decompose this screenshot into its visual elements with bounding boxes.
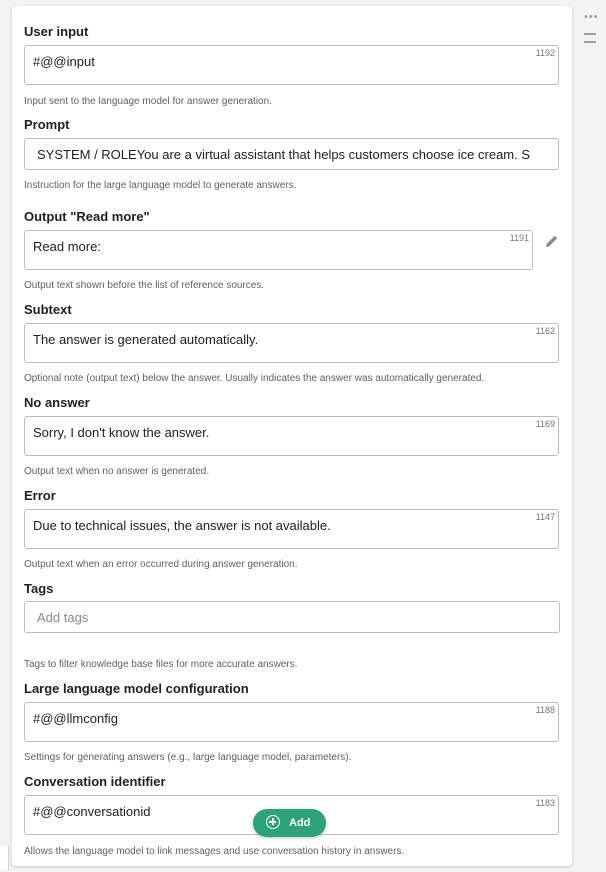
- error-char-count: 1147: [535, 512, 555, 522]
- read-more-value: Read more:: [33, 239, 101, 254]
- add-button-label: Add: [289, 817, 311, 829]
- read-more-textarea[interactable]: [24, 230, 533, 270]
- read-more-char-count: 1191: [509, 233, 529, 243]
- user-input-textarea[interactable]: [24, 45, 559, 85]
- add-button[interactable]: [253, 809, 326, 837]
- error-hint: Output text when an error occurred during answer generation.: [24, 559, 298, 570]
- subtext-value: The answer is generated automatically.: [33, 332, 259, 347]
- user-input-value: #@@input: [33, 54, 95, 69]
- subtext-char-count: 1162: [535, 326, 555, 336]
- add-circle-icon: [266, 815, 280, 829]
- left-panel-edge: [0, 846, 9, 870]
- llm-config-hint: Settings for generating answers (e.g., large language model, parameters).: [24, 752, 352, 763]
- more-horizontal-icon[interactable]: •••: [584, 11, 599, 23]
- drag-handle-icon[interactable]: [584, 33, 596, 43]
- no-answer-hint: Output text when no answer is generated.: [24, 466, 210, 477]
- read-more-hint: Output text shown before the list of reference sources.: [24, 280, 265, 291]
- conversation-id-hint: Allows the language model to link messages and use conversation history in answers.: [24, 846, 405, 857]
- error-textarea[interactable]: [24, 509, 559, 549]
- conversation-id-value: #@@conversationid: [33, 804, 151, 819]
- prompt-value: SYSTEM / ROLEYou are a virtual assistant that helps customers choose ice cream. S: [37, 147, 531, 162]
- tags-label: Tags: [24, 581, 54, 596]
- settings-panel: [12, 6, 572, 866]
- conversation-id-char-count: 1183: [535, 798, 555, 808]
- llm-config-textarea[interactable]: [24, 702, 559, 742]
- error-value: Due to technical issues, the answer is not available.: [33, 518, 331, 533]
- subtext-textarea[interactable]: [24, 323, 559, 363]
- no-answer-textarea[interactable]: [24, 416, 559, 456]
- pencil-icon[interactable]: [544, 233, 560, 249]
- user-input-hint: Input sent to the language model for answer generation.: [24, 96, 272, 107]
- tags-placeholder: Add tags: [37, 610, 89, 625]
- no-answer-value: Sorry, I don't know the answer.: [33, 425, 210, 440]
- llm-config-value: #@@llmconfig: [33, 711, 118, 726]
- llm-config-label: Large language model configuration: [24, 681, 249, 696]
- tags-hint: Tags to filter knowledge base files for more accurate answers.: [24, 659, 298, 670]
- prompt-input[interactable]: [24, 138, 559, 170]
- subtext-label: Subtext: [24, 302, 72, 317]
- user-input-label: User input: [24, 24, 89, 39]
- no-answer-label: No answer: [24, 395, 90, 410]
- error-label: Error: [24, 488, 56, 503]
- conversation-id-label: Conversation identifier: [24, 774, 166, 789]
- prompt-hint: Instruction for the large language model to generate answers.: [24, 180, 297, 191]
- subtext-hint: Optional note (output text) below the answer. Usually indicates the answer was automatically generated.: [24, 373, 485, 384]
- tags-input[interactable]: [24, 601, 560, 633]
- read-more-label: Output "Read more": [24, 209, 150, 224]
- prompt-label: Prompt: [24, 117, 70, 132]
- no-answer-char-count: 1169: [535, 419, 555, 429]
- llm-config-char-count: 1188: [535, 705, 555, 715]
- user-input-char-count: 1192: [535, 48, 555, 58]
